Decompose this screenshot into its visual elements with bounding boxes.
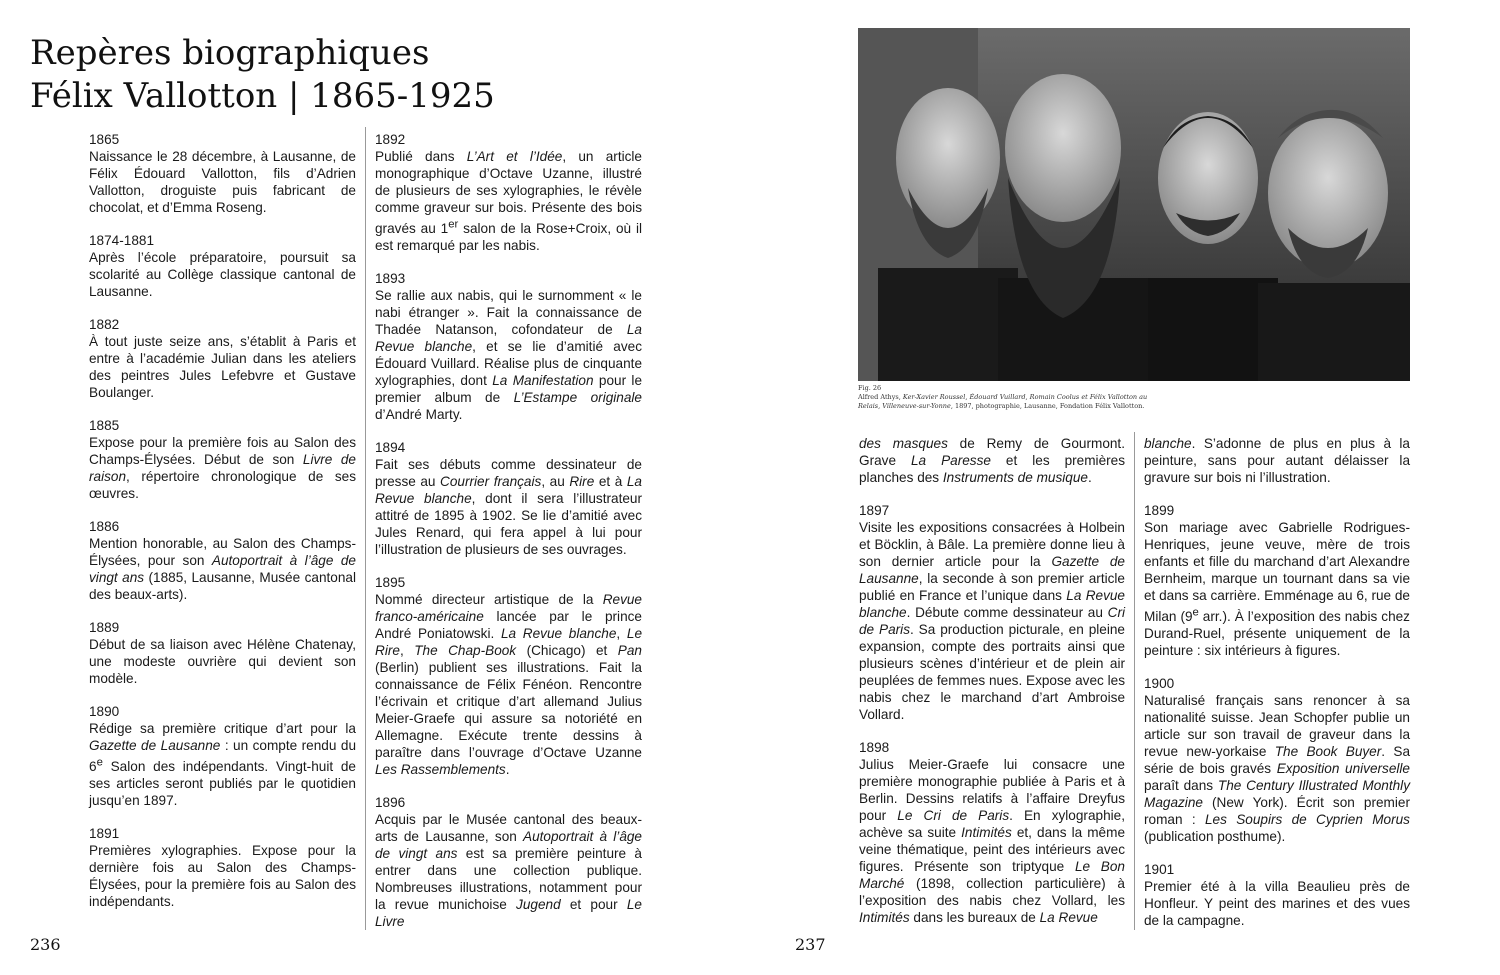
page-number: 237 [795, 935, 826, 954]
column-divider [365, 127, 366, 930]
entry-year: 1882 [89, 317, 120, 332]
chronology-entry [1144, 861, 1410, 929]
entry-year: 1893 [375, 270, 406, 286]
entry-year: 1896 [375, 794, 406, 810]
entry-text: Nommé directeur artistique de la Revue franco-américaine lancée par le prince André Poniatowski. La Revue blanche, Le Rire, The Chap-Book (Chicago) et Pan (Berlin) publient ses illustrations. Fait la connaissance de Félix Fénéon. Rencontre l’écrivain et critique d’art allemand Julius Meier-Graefe qui assure sa notoriété en Allemagne. Exécute trente dessins à paraître dans l’ouvrage d’Octave Uzanne Les Rassemblements. [375, 591, 643, 777]
entry-text: Après l’école préparatoire, poursuit sa scolarité au Collège classique cantonal de Lausanne. [89, 250, 356, 299]
photo-caption: Fig. 26 Alfred Athys, Ker-Xavier Roussel, Édouard Vuillard, Romain Coolus et Félix Vallotton au Relais, Villeneuve-sur-Yonne, 1897, photographie, Lausanne, Fondation Félix Vallotton. [858, 384, 1148, 410]
entry-text: Naissance le 28 décembre, à Lausanne, de Félix Édouard Vallotton, fils d’Adrien Vallotton, droguiste puis fabricant de chocolat, et d’Emma Roseng. [89, 149, 356, 215]
chronology-entry [89, 417, 356, 502]
chronology-entry [1144, 675, 1410, 845]
entry-text: À tout juste seize ans, s’établit à Paris et entre à l’académie Julian dans les ateliers des peintres Jules Lefebvre et Gustave Boulanger. [89, 334, 356, 400]
chronology-column-2 [375, 131, 642, 946]
chronology-entry [89, 316, 356, 401]
page-title [30, 32, 495, 118]
chronology-entry [89, 703, 356, 809]
entry-text: Premières xylographies. Expose pour la dernière fois au Salon des Champs-Élysées, pour la première fois au Salon des indépendants. [89, 842, 356, 909]
entry-text: Julius Meier-Graefe lui consacre une première monographie publiée à Paris et à Berlin. Dessins relatifs à l’affaire Dreyfus pour Le Cri de Paris. En xylographie, achève sa suite Intimités et, dans la même veine thématique, peint des intérieurs avec figures. Présente son triptyque Le Bon Marché (1898, collection particulière) à l’exposition des nabis chez Vollard, les Intimités dans les bureaux de La Revue [859, 757, 1125, 925]
chronology-column-3 [859, 435, 1125, 942]
entry-text: Publié dans L’Art et l’Idée, un article monographique d’Octave Uzanne, illustré de plusieurs de ses xylographies, le révèle comme graveur sur bois. Présente des bois gravés au 1er salon de la Rose+Croix, où il est remarqué par les nabis. [375, 149, 642, 253]
chronology-entry [89, 825, 356, 910]
entry-text: Son mariage avec Gabrielle Rodrigues-Henriques, jeune veuve, mère de trois enfants et fille du marchand d’art Alexandre Bernheim, marque un tournant dans sa vie et dans sa carrière. Emménage au 6, rue de Milan (9e arr.). À l’exposition des nabis chez Durand-Ruel, présente uniquement de la peinture : six intérieurs à figures. [1144, 520, 1410, 658]
entry-year: 1886 [89, 519, 120, 534]
page-number: 236 [30, 935, 61, 954]
entry-year: 1899 [1144, 503, 1175, 518]
entry-year: 1901 [1144, 861, 1175, 877]
chronology-entry [89, 619, 356, 687]
entry-text: blanche. S’adonne de plus en plus à la peinture, sans pour autant délaisser la gravure sur bois ni l’illustration. [1144, 436, 1410, 485]
entry-year: 1892 [375, 132, 406, 147]
entry-year: 1897 [859, 503, 890, 518]
chronology-entry [859, 502, 1125, 723]
entry-text: Début de sa liaison avec Hélène Chatenay, une modeste ouvrière qui devient son modèle. [89, 637, 356, 686]
entry-year: 1874-1881 [89, 233, 155, 248]
entry-text: des masques de Remy de Gourmont. Grave La Paresse et les premières planches des Instruments de musique. [859, 436, 1126, 485]
entry-text: Naturalisé français sans renoncer à sa nationalité suisse. Jean Schopfer publie un article sur son travail de graveur dans la revue new-yorkaise The Book Buyer. Sa série de bois gravés Exposition universelle paraît dans The Century Illustrated Monthly Magazine (New York). Écrit son premier roman : Les Soupirs de Cyprien Morus (publication posthume). [1144, 692, 1410, 844]
right-page [750, 0, 1500, 975]
chronology-column-1 [89, 131, 356, 926]
entry-text: Visite les expositions consacrées à Holbein et Böcklin, à Bâle. La première donne lieu à son dernier article pour la Gazette de Lausanne, la seconde à son premier article publié en France et l’unique dans La Revue blanche. Débute comme dessinateur au Cri de Paris. Sa production picturale, en pleine expansion, compte des portraits ainsi que plusieurs scènes d’intérieur et de plein air peuplées de femmes nues. Expose avec les nabis chez le marchand d’art Ambroise Vollard. [859, 520, 1125, 722]
chronology-entry [89, 131, 356, 216]
historical-photograph [858, 28, 1410, 381]
entry-year: 1885 [89, 418, 120, 433]
entry-year: 1865 [89, 132, 120, 147]
entry-text: Acquis par le Musée cantonal des beaux-arts de Lausanne, son Autoportrait à l’âge de vingt ans est sa première peinture à entrer dans une collection publique. Nombreuses illustrations, notamment pour la revue munichoise Jugend et pour Le Livre [375, 811, 642, 929]
chronology-entry [375, 131, 642, 254]
entry-text: Rédige sa première critique d’art pour la Gazette de Lausanne : un compte rendu du 6e Salon des indépendants. Vingt-huit de ses articles seront publiés par le quotidien jusqu’en 1897. [89, 721, 356, 808]
chronology-entry [375, 270, 642, 423]
entry-text: Expose pour la première fois au Salon des Champs-Élysées. Début de son Livre de raison, répertoire chronologique de ses œuvres. [89, 435, 356, 501]
title-line-1: Repères biographiques [30, 33, 430, 73]
chronology-entry [89, 518, 356, 603]
entry-year: 1898 [859, 740, 890, 755]
chronology-entry [1144, 435, 1410, 486]
chronology-entry [89, 232, 356, 300]
entry-year: 1891 [89, 825, 120, 841]
entry-year: 1889 [89, 620, 120, 635]
entry-year: 1894 [375, 439, 406, 455]
chronology-entry [859, 435, 1125, 486]
entry-text: Fait ses débuts comme dessinateur de presse au Courrier français, au Rire et à La Revue blanche, dont il sera l’illustrateur attitré de 1895 à 1902. Se lie d’amitié avec Jules Renard, qui fera appel à lui pour l’illustration de plusieurs de ses ouvrages. [375, 456, 642, 557]
chronology-column-4 [1144, 435, 1410, 945]
entry-text: Mention honorable, au Salon des Champs-Élysées, pour son Autoportrait à l’âge de vingt ans (1885, Lausanne, Musée cantonal des beaux-arts). [89, 536, 356, 602]
entry-year: 1890 [89, 704, 120, 719]
chronology-entry [1144, 502, 1410, 659]
entry-text: Se rallie aux nabis, qui le surnomment « le nabi étranger ». Fait la connaissance de Thadée Natanson, cofondateur de La Revue blanche, et se lie d’amitié avec Édouard Vuillard. Réalise plus de cinquante xylographies, dont La Manifestation pour le premier album de L’Estampe originale d’André Marty. [375, 287, 643, 422]
chronology-entry [375, 794, 642, 930]
chronology-entry [859, 739, 1125, 926]
entry-year: 1900 [1144, 675, 1175, 691]
title-line-2: Félix Vallotton | 1865-1925 [30, 76, 495, 116]
entry-year: 1895 [375, 574, 406, 590]
chronology-entry [375, 574, 642, 778]
column-divider [1134, 432, 1135, 930]
entry-text: Premier été à la villa Beaulieu près de Honfleur. Y peint des marines et des vues de la campagne. [1144, 878, 1410, 928]
chronology-entry [375, 439, 642, 558]
